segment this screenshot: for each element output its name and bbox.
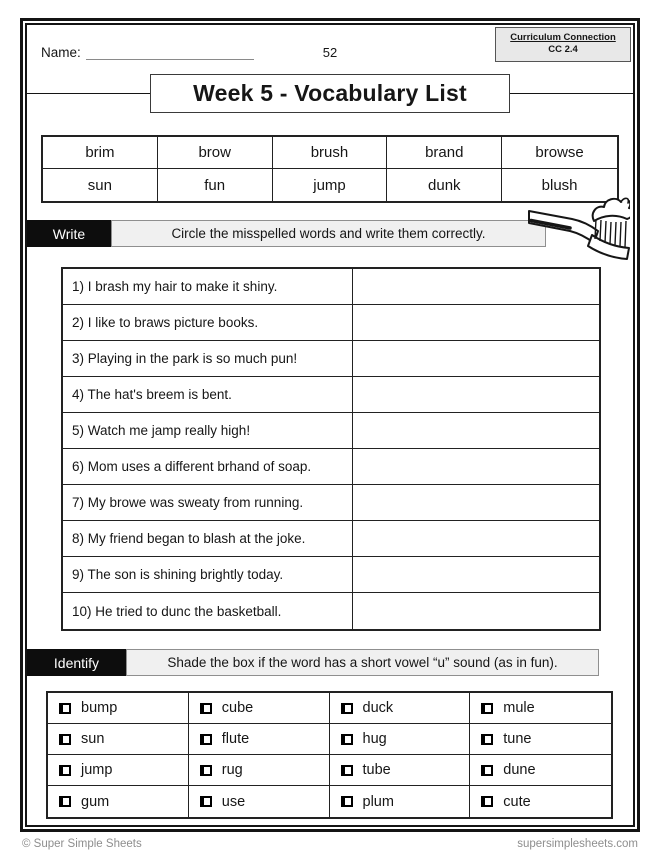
page-footer: [0, 838, 660, 850]
word-label: plum: [362, 793, 394, 810]
word-label: mule: [503, 700, 535, 716]
vocab-word: brim: [43, 137, 158, 169]
checkbox-icon[interactable]: [481, 796, 493, 807]
sentence-row: [63, 449, 599, 485]
sentence-row: [63, 269, 599, 305]
checkbox-icon[interactable]: [59, 765, 71, 776]
word-label: bump: [81, 700, 118, 716]
sentence-text: 7) My browe was sweaty from running.: [63, 485, 353, 520]
checkbox-icon[interactable]: [481, 734, 493, 745]
checkbox-icon[interactable]: [59, 734, 71, 745]
vocab-word: dunk: [387, 169, 502, 201]
sentence-text: 4) The hat's breem is bent.: [63, 377, 353, 412]
checkbox-icon[interactable]: [200, 796, 212, 807]
word-checkbox-cell[interactable]: [330, 786, 471, 817]
word-label: rug: [221, 762, 243, 778]
checkbox-icon[interactable]: [481, 765, 493, 776]
sentence-row: [63, 341, 599, 377]
vocabulary-table: [41, 135, 619, 203]
sentence-text: 1) I brash my hair to make it shiny.: [63, 269, 353, 304]
word-checkbox-cell[interactable]: [470, 755, 611, 786]
word-label: hug: [362, 731, 387, 747]
sentence-row: [63, 521, 599, 557]
sentence-row: [63, 305, 599, 341]
answer-cell[interactable]: [353, 377, 599, 412]
word-checkbox-cell[interactable]: [48, 693, 189, 724]
write-sentences-table: [61, 267, 601, 631]
answer-cell[interactable]: [353, 413, 599, 448]
checkbox-icon[interactable]: [200, 765, 212, 776]
identify-section-header: [27, 649, 633, 676]
word-label: gum: [81, 793, 110, 810]
checkbox-icon[interactable]: [341, 765, 353, 776]
word-label: use: [221, 793, 246, 810]
sentence-text: 6) Mom uses a different brhand of soap.: [63, 449, 353, 484]
identify-section-label: Identify: [27, 649, 126, 676]
vocab-word: jump: [273, 169, 388, 201]
sentence-row: [63, 485, 599, 521]
answer-cell[interactable]: [353, 269, 599, 304]
word-checkbox-cell[interactable]: [330, 755, 471, 786]
word-label: sun: [81, 731, 105, 747]
footer-website: supersimplesheets.com: [517, 838, 638, 850]
sentence-text: 5) Watch me jamp really high!: [63, 413, 353, 448]
checkbox-icon[interactable]: [341, 796, 353, 807]
checkbox-icon[interactable]: [59, 796, 71, 807]
name-input-line[interactable]: [86, 45, 254, 60]
checkbox-icon[interactable]: [341, 703, 353, 714]
worksheet-title: [150, 74, 510, 113]
vocab-word: brand: [387, 137, 502, 169]
word-label: tune: [503, 731, 532, 747]
word-label: dune: [503, 762, 536, 778]
page-frame: [20, 18, 640, 832]
checkbox-icon[interactable]: [200, 703, 212, 714]
word-checkbox-cell[interactable]: [470, 786, 611, 817]
word-checkbox-cell[interactable]: [189, 693, 330, 724]
word-label: jump: [81, 762, 113, 778]
sentence-row: [63, 593, 599, 629]
word-checkbox-cell[interactable]: [48, 724, 189, 755]
word-checkbox-cell[interactable]: [470, 724, 611, 755]
vocab-word: sun: [43, 169, 158, 201]
sentence-text: 10) He tried to dunc the basketball.: [63, 593, 353, 629]
answer-cell[interactable]: [353, 557, 599, 592]
word-label: cube: [221, 700, 254, 716]
vocab-word: blush: [541, 176, 578, 194]
sentence-row: [63, 413, 599, 449]
word-checkbox-cell[interactable]: [330, 693, 471, 724]
word-label: tube: [362, 762, 391, 778]
answer-cell[interactable]: [353, 305, 599, 340]
sentence-row: [63, 377, 599, 413]
write-section-label: Write: [27, 220, 111, 247]
word-label: duck: [362, 700, 394, 716]
checkbox-icon[interactable]: [341, 734, 353, 745]
checkbox-icon[interactable]: [200, 734, 212, 745]
write-section-instruction: Circle the misspelled words and write them correctly.: [111, 220, 546, 247]
sentence-text: 8) My friend began to blash at the joke.: [63, 521, 353, 556]
checkbox-icon[interactable]: [481, 703, 493, 714]
word-checkbox-cell[interactable]: [48, 755, 189, 786]
name-label: Name:: [41, 45, 81, 60]
sentence-row: [63, 557, 599, 593]
page-inner-frame: [25, 23, 635, 827]
answer-cell[interactable]: [353, 593, 599, 629]
vocab-word: fun: [158, 169, 273, 201]
answer-cell[interactable]: [353, 521, 599, 556]
vocab-word: browse: [502, 137, 617, 169]
word-checkbox-cell[interactable]: [189, 755, 330, 786]
answer-cell[interactable]: [353, 341, 599, 376]
write-section-header: [27, 220, 633, 247]
sentence-text: 3) Playing in the park is so much pun!: [63, 341, 353, 376]
vocab-word: brow: [158, 137, 273, 169]
word-checkbox-cell[interactable]: [330, 724, 471, 755]
curriculum-badge-title: Curriculum Connection: [510, 32, 616, 43]
word-checkbox-cell[interactable]: [470, 693, 611, 724]
title-band: [27, 74, 633, 113]
curriculum-badge-code: CC 2.4: [548, 43, 578, 55]
word-checkbox-cell[interactable]: [189, 786, 330, 817]
answer-cell[interactable]: [353, 485, 599, 520]
answer-cell[interactable]: [353, 449, 599, 484]
identify-word-grid: [46, 691, 613, 819]
vocab-word: brush: [273, 137, 388, 169]
sentence-text: 9) The son is shining brightly today.: [63, 557, 353, 592]
sentence-text: 2) I like to braws picture books.: [63, 305, 353, 340]
header-row: [41, 40, 619, 60]
word-checkbox-cell[interactable]: [48, 786, 189, 817]
identify-section-instruction: Shade the box if the word has a short vowel “u” sound (as in fun).: [126, 649, 599, 676]
worksheet-title-text: Week 5 - Vocabulary List: [193, 80, 467, 106]
word-label: cute: [503, 793, 531, 810]
word-checkbox-cell[interactable]: [189, 724, 330, 755]
checkbox-icon[interactable]: [59, 703, 71, 714]
footer-copyright: © Super Simple Sheets: [22, 838, 142, 850]
word-label: flute: [221, 731, 250, 747]
page-number: 52: [322, 45, 338, 60]
